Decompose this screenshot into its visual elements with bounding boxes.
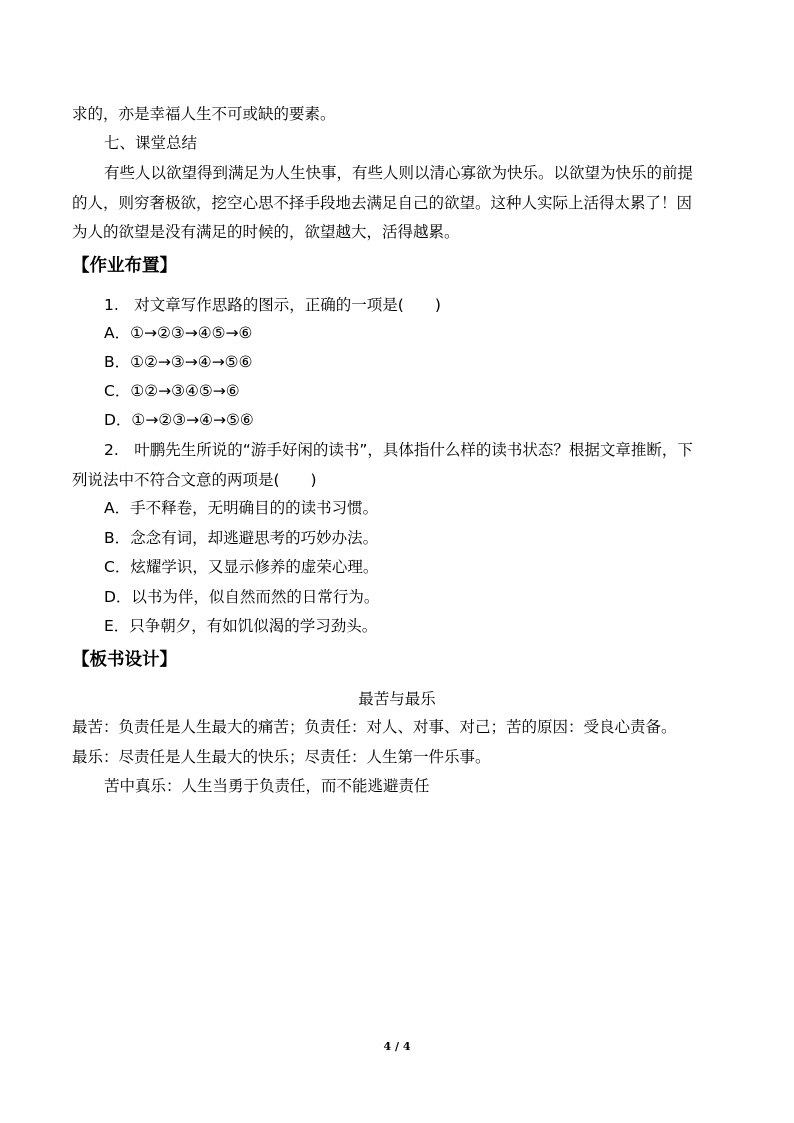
board-design-heading: 【板书设计】 <box>72 650 177 670</box>
board-line-1: 最苦：负责任是人生最大的痛苦；负责任：对人、对事、对己；苦的原因：受良心责备。 <box>72 718 677 736</box>
board-line-2: 最乐：尽责任是人生最大的快乐；尽责任：人生第一件乐事。 <box>72 748 491 766</box>
question-2-option-e: E．只争朝夕，有如饥似渴的学习劲头。 <box>104 617 378 635</box>
paragraph-continuation: 求的，亦是幸福人生不可或缺的要素。 <box>72 105 336 123</box>
summary-line-3: 为人的欲望是没有满足的时候的，欲望越大，活得越累。 <box>72 223 460 241</box>
question-2-stem-line-1: 2. 叶鹏先生所说的“游手好闲的读书”，具体指什么样的读书状态？根据文章推断，下 <box>104 441 693 459</box>
homework-heading: 【作业布置】 <box>72 256 177 276</box>
question-2-option-d: D．以书为伴，似自然而然的日常行为。 <box>104 588 380 606</box>
question-1-option-c: C．①②→③④⑤→⑥ <box>104 382 240 400</box>
section-seven-title: 七、课堂总结 <box>104 134 198 152</box>
question-2-stem-line-2: 列说法中不符合文意的两项是( ) <box>72 471 317 489</box>
question-2-option-b: B．念念有词，却逃避思考的巧妙办法。 <box>104 529 379 547</box>
question-1-option-b: B．①②→③→④→⑤⑥ <box>104 353 253 371</box>
summary-line-2: 的人，则穷奢极欲，挖空心思不择手段地去满足自己的欲望。这种人实际上活得太累了！因 <box>72 194 693 212</box>
question-2-option-a: A．手不释卷，无明确目的的读书习惯。 <box>104 499 379 517</box>
question-1-option-d: D．①→②③→④→⑤⑥ <box>104 411 254 429</box>
board-line-3: 苦中真乐：人生当勇于负责任，而不能逃避责任 <box>104 777 430 795</box>
question-1-stem: 1. 对文章写作思路的图示，正确的一项是( ) <box>104 296 441 314</box>
summary-line-1: 有些人以欲望得到满足为人生快事，有些人则以清心寡欲为快乐。以欲望为快乐的前提 <box>104 164 694 182</box>
board-title: 最苦与最乐 <box>358 690 436 708</box>
question-1-option-a: A．①→②③→④⑤→⑥ <box>104 324 253 342</box>
question-2-option-c: C．炫耀学识，又显示修养的虚荣心理。 <box>104 558 379 576</box>
page-number: 4 / 4 <box>383 1040 411 1053</box>
